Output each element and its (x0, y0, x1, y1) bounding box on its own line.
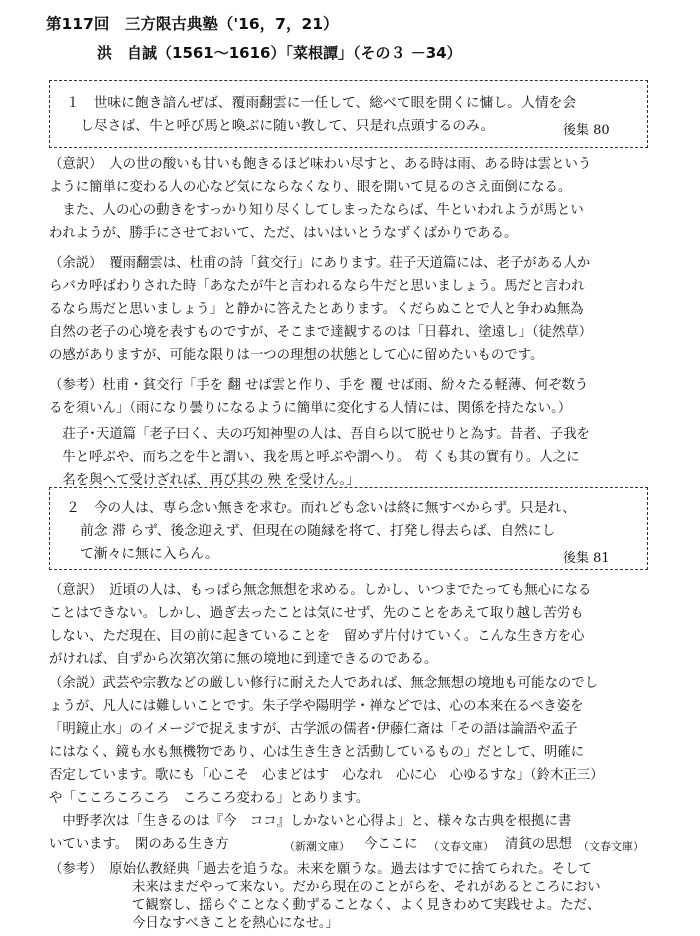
book-3-title: 清貧の思想 (505, 837, 572, 852)
book-2-title: 今ここに (364, 837, 418, 852)
passage-2-line: ２ 今の人は、専ら念い無きを求む。而れども念いは終に無すべからず。只是れ、 (66, 500, 576, 516)
commentary-line: るなら馬だと思いましょう」と静かに答えたとあります。くだらぬことで人と争わぬ無為 (49, 302, 584, 317)
passage-2-line: 前念 滞 らず、後念迎えず、但現在の随縁を将て、打発し得去らば、自然にし (80, 523, 556, 539)
translation-line: われようが、勝手にさせておいて、ただ、はいはいとうなずくばかりである。 (49, 226, 518, 241)
commentary-line: 中野孝次は「生きるのは『今 ココ』しかないと心得よ」と、様々な古典を根拠に書 (49, 814, 572, 829)
passage-2-reference: 後集 81 (563, 551, 610, 566)
commentary-line: 「明鏡止水」のイメージで捉えますが、古学派の儒者･伊藤仁斎は「その語は論語や孟子 (49, 722, 578, 737)
commentary-line: や「こころころころ ころころ変わる」とあります。 (49, 791, 370, 806)
translation-line: しない、ただ現在、目の前に起きていることを 留めず片付けていく。こんな生き方を心 (49, 629, 585, 644)
reference-line: 未来はまだやって来ない。だから現在のことがらを、それがあるところにおい (132, 880, 601, 895)
book-3-publisher: （文春文庫） (578, 840, 644, 853)
reference-line: 牛と呼ぶや、而ち之を牛と謂い、我を馬と呼ぶや謂へり。 苟 くも其の實有り。人之に (49, 450, 580, 465)
reference-line: 今日なすべきことを熱心になせ。」 (132, 916, 339, 931)
reference-line: るを須いん」（雨になり曇りになるように簡単に変化する人情には、関係を持たない。） (49, 401, 572, 416)
reference-line: 荘子･天道篇「老子曰く、夫の巧知神聖の人は、吾自ら以て脱せりと為す。昔者、子我を (49, 427, 590, 442)
translation-line: ことはできない。しかし、過ぎ去ったことは気にせず、先のことをあえて取り越し苦労も (49, 606, 584, 621)
translation-line: ように簡単に変わる人の心など気にならなくなり、眼を開いて見るのさえ面倒になる。 (49, 180, 572, 195)
reference-line: て観察し、揺らぐことなく動ずることなく、よく見きわめて実践せよ。ただ、 (132, 898, 601, 913)
reference-line: （参考）杜甫・貧交行「手を 翻 せば雲と作り、手を 覆 せば雨、紛々たる軽薄、何ぞ数う (49, 378, 589, 393)
commentary-line: の感がありますが、可能な限りは一つの理想の状態として心に留めたいものです。 (49, 348, 544, 363)
commentary-line: らバカ呼ばわりされた時「あなたが牛と言われるなら牛だと思いましょう。馬だと言われ (49, 279, 585, 294)
reference-line: 名を與へて受けざれば、再び其の 殃 を受けん。」 (49, 473, 360, 488)
commentary-line: （余説） 覆雨翻雲は、杜甫の詩「貧交行」にあります。荘子天道篇には、老子がある人か (49, 256, 591, 271)
passage-box-1 (49, 80, 648, 148)
text-title: 洪 自誠（1561〜1616）「菜根譚」（その３ －34） (97, 44, 462, 62)
commentary-line: いています。 閑のある生き方 (49, 837, 229, 852)
commentary-line: ょうが、凡人には難しいことです。朱子学や陽明学・禅などでは、心の本来在るべき姿を (49, 699, 584, 714)
translation-line: がければ、自ずから次第次第に無の境地に到達できるのである。 (49, 652, 438, 667)
book-2-publisher: （文春文庫） (428, 840, 494, 853)
book-1-publisher: （新潮文庫） (284, 840, 350, 853)
passage-1-line: １ 世味に飽き諳んぜば、覆雨翻雲に一任して、総べて眼を開くに慵し。人情を会 (66, 95, 577, 111)
lecture-title: 第117回 三方限古典塾（'16，7，21） (46, 15, 339, 33)
commentary-line: （余説）武芸や宗教などの厳しい修行に耐えた人であれば、無念無想の境地も可能なのでし (49, 676, 599, 691)
commentary-line: にはなく、鏡も水も無機物であり、心は生き生きと活動しているもの」だとして、明確に (49, 745, 585, 760)
passage-1-reference: 後集 80 (563, 123, 610, 138)
reference-line: （参考） 原始仏教経典「過去を追うな。未来を願うな。過去はすでに捨てられた。そして (49, 862, 592, 877)
translation-line: また、人の心の動きをすっかり知り尽くしてしまったならば、牛といわれようが馬とい (49, 203, 584, 218)
passage-2-line: て漸々に無に入らん。 (80, 546, 219, 562)
translation-line: （意訳） 人の世の酸いも甘いも飽きるほど味わい尽すと、ある時は雨、ある時は雲という (49, 157, 592, 172)
commentary-line: 否定しています。歌にも「心こそ 心まどはす 心なれ 心に心 心ゆるすな」（鈴木正三） (49, 768, 604, 783)
commentary-line: 自然の老子の心境を表すものですが、そこまで達観するのは「日暮れ、塗遠し」（徒然草） (49, 325, 593, 340)
passage-1-line: し尽さば、牛と呼び馬と喚ぶに随い教して、只是れ点頭するのみ。 (80, 118, 495, 134)
translation-line: （意訳） 近頃の人は、もっぱら無念無想を求める。しかし、いつまでたっても無心になる (49, 583, 592, 598)
